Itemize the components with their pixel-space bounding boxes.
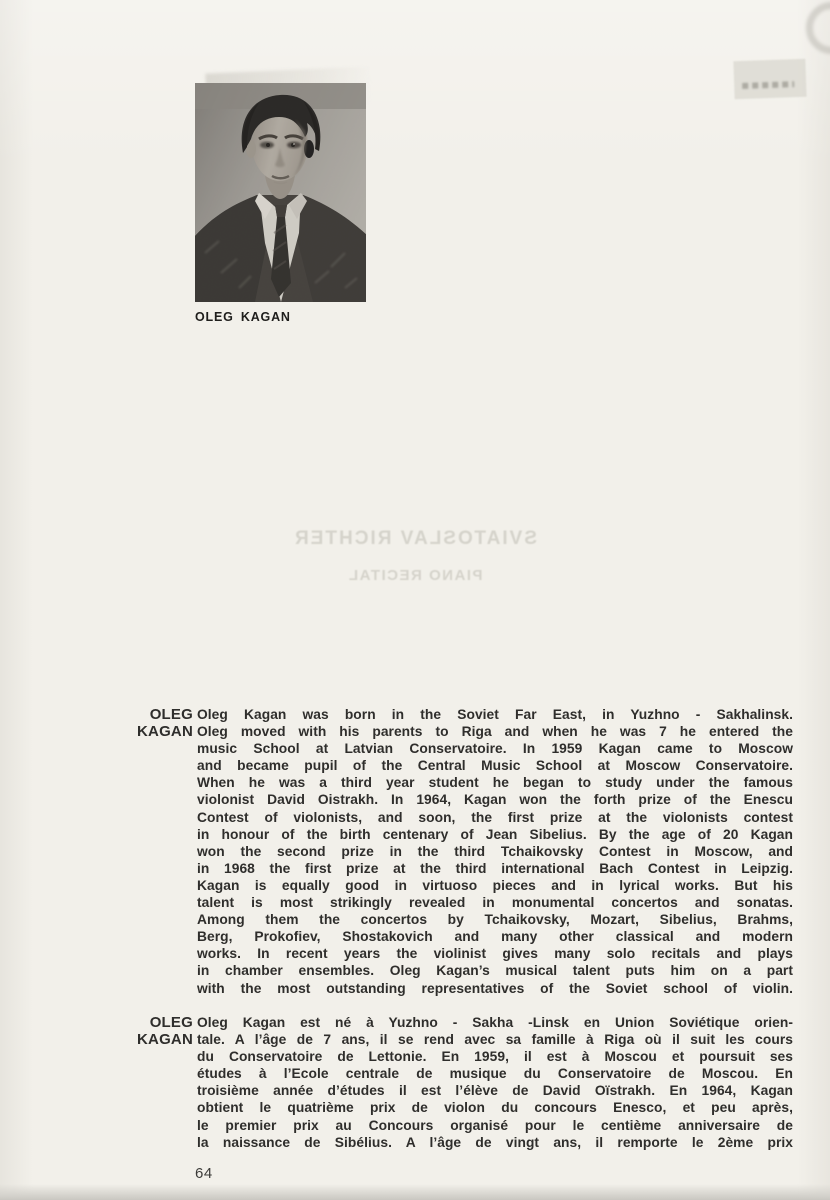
text-line: violonist David Oistrakh. In 1964, Kagan won the forth prize of the Enescu xyxy=(197,792,793,808)
bio-english-text xyxy=(197,706,793,997)
text-line: talent is most strikingly revealed in monumental concertos and sonatas. xyxy=(197,895,793,911)
text-line: with the most outstanding representatives of the Soviet school of violin. xyxy=(197,980,793,996)
stamp-mark-artifact xyxy=(806,2,830,54)
text-line: tale. A l’âge de 7 ans, il se rend avec sa famille à Riga où il suit les cours xyxy=(197,1032,793,1048)
margin-label-line: OLEG xyxy=(149,706,193,723)
text-line: in 1968 the first prize at the third international Bach Contest in Leipzig. xyxy=(197,860,793,876)
text-line: in honour of the birth centenary of Jean Sibelius. By the age of 20 Kagan xyxy=(197,826,793,842)
text-line: études à l’Ecole centrale de musique du Conservatoire de Moscou. En xyxy=(197,1066,793,1082)
page-showthrough xyxy=(0,528,830,584)
page-number: 64 xyxy=(195,1165,213,1182)
text-line: Among them the concertos by Tchaikovsky, Mozart, Sibelius, Brahms, xyxy=(197,912,793,928)
text-line: Oleg moved with his parents to Riga and when he was 7 he entered the xyxy=(197,724,793,740)
bio-french-margin-label xyxy=(135,1014,193,1151)
bio-french-section xyxy=(135,1014,793,1151)
text-line: Kagan is equally good in virtuoso pieces and in lyrical works. But his xyxy=(197,877,793,893)
bottom-scan-shadow xyxy=(0,1184,830,1200)
photo-caption: OLEG KAGAN xyxy=(195,310,291,324)
text-line: Oleg Kagan was born in the Soviet Far East, in Yuzhno - Sakhalinsk. xyxy=(197,707,793,722)
bio-english-margin-label xyxy=(135,706,193,997)
text-line: Contest of violonists, and soon, the first prize at the violonists contest xyxy=(197,809,793,825)
tape-strip-artifact xyxy=(733,59,806,99)
text-line: le premier prix au Concours organisé pour le centième anniversaire de xyxy=(197,1117,793,1133)
bio-french-text xyxy=(197,1014,793,1151)
showthrough-subtitle: PIANO RECITAL xyxy=(347,567,483,584)
margin-label-line: OLEG xyxy=(149,1014,193,1031)
text-line: du Conservatoire de Lettonie. En 1959, il est à Moscou et poursuit ses xyxy=(197,1049,793,1065)
text-line: works. In recent years the violinist gives many solo recitals and plays xyxy=(197,946,793,962)
text-line: When he was a third year student he began to study under the famous xyxy=(197,775,793,791)
margin-label-line: KAGAN xyxy=(137,723,193,741)
showthrough-title: SVIATOSLAV RICHTER xyxy=(293,528,537,549)
text-line: Berg, Prokofiev, Shostakovich and many other classical and modern xyxy=(197,929,793,945)
portrait-illustration xyxy=(195,83,366,302)
text-line: music School at Latvian Conservatoire. In 1959 Kagan came to Moscow xyxy=(197,741,793,757)
text-line: la naissance de Sibélius. A l’âge de vingt ans, il remporte le 2ème prix xyxy=(197,1134,793,1150)
text-line: Oleg Kagan est né à Yuzhno - Sakha -Linsk en Union Soviétique orien- xyxy=(197,1015,793,1030)
margin-label-line: KAGAN xyxy=(137,1031,193,1049)
text-line: in chamber ensembles. Oleg Kagan’s musical talent puts him on a part xyxy=(197,963,793,979)
text-line: won the second prize in the third Tchaikovsky Contest in Moscow, and xyxy=(197,843,793,859)
text-line: obtient le quatrième prix de violon du concours Enesco, et peu après, xyxy=(197,1100,793,1116)
bio-english-section xyxy=(135,706,793,997)
text-line: troisième année d’études il est l’élève de David Oïstrakh. En 1964, Kagan xyxy=(197,1083,793,1099)
portrait-photo xyxy=(195,83,366,302)
text-line: and became pupil of the Central Music School at Moscow Conservatoire. xyxy=(197,758,793,774)
tape-strip-writing xyxy=(742,81,794,89)
